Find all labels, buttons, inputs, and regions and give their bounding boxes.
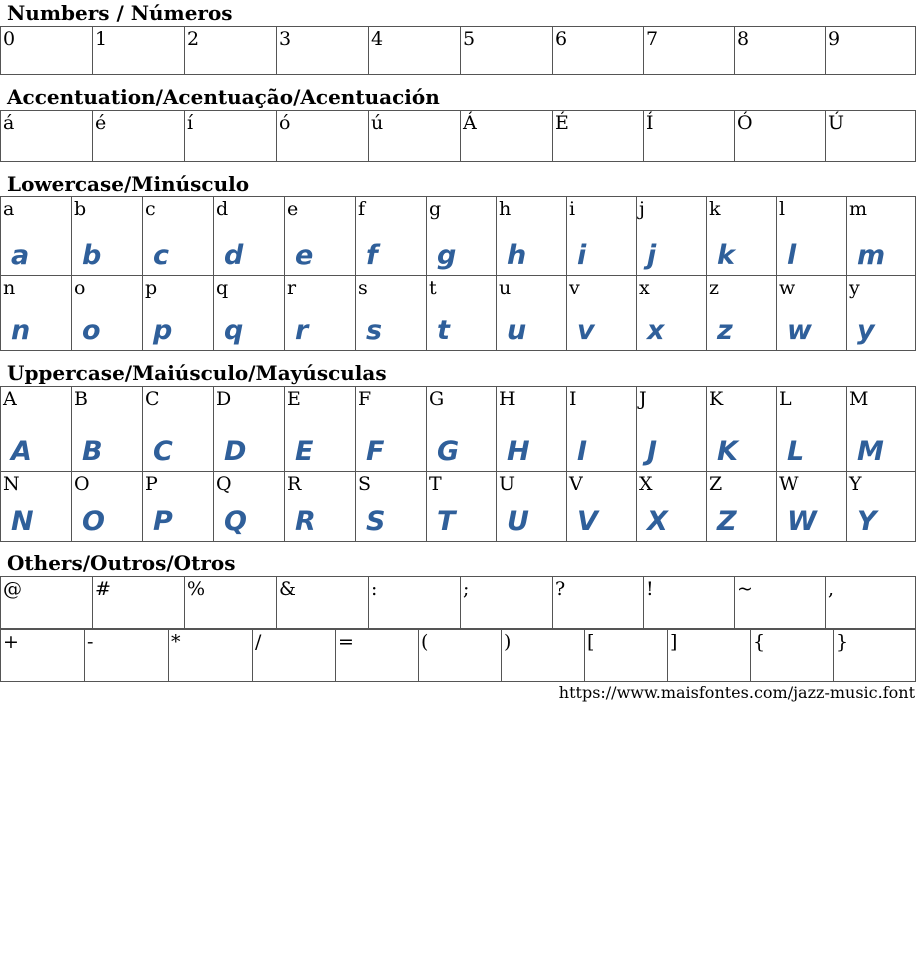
symbol-cell — [501, 629, 584, 682]
accent-cell — [734, 110, 825, 162]
number-label: 5 — [463, 28, 476, 50]
lowercase-cell — [355, 275, 426, 351]
number-label: 6 — [555, 28, 568, 50]
symbol-cell — [584, 629, 667, 682]
accent-cell — [92, 110, 184, 162]
lowercase-cell — [0, 275, 71, 351]
lowercase-cell — [213, 196, 284, 276]
uppercase-glyph-sample: I — [577, 436, 587, 467]
symbol-cell — [667, 629, 750, 682]
lowercase-cell — [496, 275, 566, 351]
uppercase-glyph-sample: N — [11, 506, 33, 537]
uppercase-cell — [776, 386, 846, 472]
lowercase-label: j — [639, 198, 645, 220]
symbol-label: * — [171, 631, 181, 653]
others-grid-row-2 — [0, 629, 916, 682]
lowercase-cell — [284, 196, 355, 276]
lowercase-cell — [71, 275, 142, 351]
accent-cell — [184, 110, 276, 162]
number-cell — [368, 26, 460, 75]
uppercase-label: T — [429, 473, 442, 495]
lowercase-cell — [776, 275, 846, 351]
number-cell — [643, 26, 734, 75]
lowercase-glyph-sample: c — [153, 240, 169, 271]
uppercase-cell — [706, 386, 776, 472]
lowercase-label: p — [145, 277, 158, 299]
symbol-cell — [0, 629, 84, 682]
number-cell — [0, 26, 92, 75]
accent-label: Í — [646, 112, 654, 134]
uppercase-label: F — [358, 388, 372, 410]
lowercase-label: l — [779, 198, 786, 220]
number-label: 3 — [279, 28, 292, 50]
lowercase-glyph-sample: o — [82, 315, 100, 346]
accent-cell — [368, 110, 460, 162]
section-title-numbers: Numbers / Números — [7, 1, 233, 25]
lowercase-label: c — [145, 198, 156, 220]
uppercase-cell — [496, 471, 566, 542]
uppercase-label: E — [287, 388, 301, 410]
number-label: 8 — [737, 28, 750, 50]
symbol-label: ) — [504, 631, 512, 653]
uppercase-label: U — [499, 473, 516, 495]
uppercase-glyph-sample: B — [82, 436, 102, 467]
uppercase-label: M — [849, 388, 869, 410]
symbol-label: [ — [587, 631, 595, 653]
number-label: 9 — [828, 28, 841, 50]
lowercase-label: z — [709, 277, 720, 299]
uppercase-label: A — [3, 388, 17, 410]
section-title-accentuation: Accentuation/Acentuação/Acentuación — [7, 85, 440, 109]
uppercase-label: W — [779, 473, 799, 495]
symbol-label: ~ — [737, 578, 753, 600]
lowercase-grid-row-1 — [0, 196, 916, 276]
lowercase-glyph-sample: g — [437, 240, 456, 271]
uppercase-cell — [496, 386, 566, 472]
uppercase-glyph-sample: C — [153, 436, 172, 467]
uppercase-glyph-sample: Z — [717, 506, 736, 537]
uppercase-glyph-sample: U — [507, 506, 528, 537]
symbol-label: / — [255, 631, 262, 653]
uppercase-cell — [426, 471, 496, 542]
uppercase-cell — [426, 386, 496, 472]
symbol-label: ? — [555, 578, 566, 600]
number-label: 2 — [187, 28, 200, 50]
symbol-cell — [184, 576, 276, 629]
number-cell — [734, 26, 825, 75]
uppercase-label: G — [429, 388, 445, 410]
section-title-others: Others/Outros/Otros — [7, 551, 236, 575]
symbol-label: , — [828, 578, 835, 600]
lowercase-cell — [142, 275, 213, 351]
uppercase-label: J — [639, 388, 647, 410]
lowercase-label: q — [216, 277, 229, 299]
lowercase-grid-row-2 — [0, 275, 916, 351]
lowercase-glyph-sample: j — [647, 240, 656, 271]
uppercase-cell — [776, 471, 846, 542]
uppercase-label: S — [358, 473, 372, 495]
uppercase-cell — [355, 471, 426, 542]
lowercase-glyph-sample: v — [577, 315, 594, 346]
lowercase-cell — [706, 275, 776, 351]
uppercase-glyph-sample: J — [647, 436, 657, 467]
symbol-label: ! — [646, 578, 654, 600]
lowercase-label: t — [429, 277, 437, 299]
uppercase-label: B — [74, 388, 88, 410]
uppercase-glyph-sample: P — [153, 506, 172, 537]
uppercase-label: R — [287, 473, 302, 495]
lowercase-glyph-sample: b — [82, 240, 101, 271]
symbol-label: ( — [421, 631, 429, 653]
lowercase-label: d — [216, 198, 229, 220]
uppercase-glyph-sample: D — [224, 436, 246, 467]
footer-url-link[interactable]: https://www.maisfontes.com/jazz-music.font — [558, 683, 915, 702]
lowercase-label: m — [849, 198, 868, 220]
uppercase-cell — [142, 471, 213, 542]
accent-label: ó — [279, 112, 291, 134]
lowercase-glyph-sample: z — [717, 315, 732, 346]
lowercase-glyph-sample: n — [11, 315, 30, 346]
uppercase-label: X — [639, 473, 653, 495]
number-cell — [276, 26, 368, 75]
lowercase-glyph-sample: r — [295, 315, 308, 346]
symbol-cell — [825, 576, 916, 629]
lowercase-label: h — [499, 198, 512, 220]
lowercase-label: s — [358, 277, 368, 299]
uppercase-label: D — [216, 388, 232, 410]
number-cell — [184, 26, 276, 75]
lowercase-label: u — [499, 277, 512, 299]
lowercase-cell — [636, 196, 706, 276]
lowercase-glyph-sample: k — [717, 240, 734, 271]
accent-cell — [825, 110, 916, 162]
number-label: 7 — [646, 28, 659, 50]
symbol-cell — [833, 629, 916, 682]
uppercase-cell — [213, 386, 284, 472]
uppercase-glyph-sample: M — [857, 436, 883, 467]
symbol-cell — [460, 576, 552, 629]
symbol-label: % — [187, 578, 206, 600]
uppercase-glyph-sample: G — [437, 436, 459, 467]
symbol-cell — [750, 629, 833, 682]
accent-cell — [460, 110, 552, 162]
lowercase-glyph-sample: f — [366, 240, 377, 271]
lowercase-label: g — [429, 198, 442, 220]
lowercase-cell — [776, 196, 846, 276]
uppercase-label: Z — [709, 473, 723, 495]
uppercase-label: P — [145, 473, 158, 495]
others-grid-row-1 — [0, 576, 916, 629]
number-label: 4 — [371, 28, 384, 50]
lowercase-label: x — [639, 277, 650, 299]
uppercase-glyph-sample: W — [787, 506, 816, 537]
uppercase-cell — [0, 386, 71, 472]
symbol-label: & — [279, 578, 296, 600]
lowercase-cell — [284, 275, 355, 351]
number-cell — [552, 26, 643, 75]
uppercase-cell — [355, 386, 426, 472]
lowercase-glyph-sample: t — [437, 315, 449, 346]
number-label: 1 — [95, 28, 108, 50]
uppercase-glyph-sample: L — [787, 436, 804, 467]
lowercase-cell — [0, 196, 71, 276]
lowercase-glyph-sample: p — [153, 315, 172, 346]
symbol-label: = — [338, 631, 354, 653]
symbol-cell — [168, 629, 252, 682]
lowercase-cell — [636, 275, 706, 351]
lowercase-label: i — [569, 198, 576, 220]
lowercase-glyph-sample: h — [507, 240, 526, 271]
lowercase-glyph-sample: w — [787, 315, 811, 346]
uppercase-cell — [706, 471, 776, 542]
numbers-grid — [0, 26, 916, 75]
lowercase-glyph-sample: d — [224, 240, 243, 271]
uppercase-glyph-sample: R — [295, 506, 315, 537]
accentuation-grid — [0, 110, 916, 162]
uppercase-cell — [566, 386, 636, 472]
lowercase-label: n — [3, 277, 16, 299]
uppercase-label: O — [74, 473, 90, 495]
uppercase-label: I — [569, 388, 577, 410]
uppercase-label: N — [3, 473, 20, 495]
lowercase-cell — [496, 196, 566, 276]
lowercase-label: k — [709, 198, 721, 220]
accent-cell — [643, 110, 734, 162]
symbol-label: + — [3, 631, 19, 653]
lowercase-cell — [706, 196, 776, 276]
lowercase-cell — [142, 196, 213, 276]
uppercase-cell — [284, 471, 355, 542]
uppercase-label: K — [709, 388, 724, 410]
uppercase-label: H — [499, 388, 516, 410]
lowercase-glyph-sample: l — [787, 240, 796, 271]
symbol-label: ; — [463, 578, 470, 600]
number-cell — [92, 26, 184, 75]
lowercase-label: o — [74, 277, 86, 299]
uppercase-glyph-sample: O — [82, 506, 104, 537]
uppercase-glyph-sample: H — [507, 436, 529, 467]
uppercase-glyph-sample: A — [11, 436, 31, 467]
symbol-cell — [0, 576, 92, 629]
symbol-label: } — [836, 631, 849, 653]
uppercase-cell — [0, 471, 71, 542]
lowercase-cell — [213, 275, 284, 351]
uppercase-glyph-sample: F — [366, 436, 384, 467]
accent-label: í — [187, 112, 194, 134]
symbol-label: { — [753, 631, 766, 653]
lowercase-glyph-sample: m — [857, 240, 885, 271]
lowercase-cell — [355, 196, 426, 276]
lowercase-glyph-sample: s — [366, 315, 382, 346]
symbol-cell — [252, 629, 335, 682]
symbol-cell — [368, 576, 460, 629]
lowercase-cell — [566, 196, 636, 276]
uppercase-cell — [566, 471, 636, 542]
lowercase-glyph-sample: y — [857, 315, 874, 346]
uppercase-cell — [71, 386, 142, 472]
uppercase-cell — [284, 386, 355, 472]
lowercase-label: r — [287, 277, 297, 299]
number-label: 0 — [3, 28, 16, 50]
accent-label: Ó — [737, 112, 753, 134]
uppercase-grid-row-2 — [0, 471, 916, 542]
number-cell — [460, 26, 552, 75]
lowercase-glyph-sample: i — [577, 240, 586, 271]
symbol-cell — [734, 576, 825, 629]
uppercase-cell — [636, 386, 706, 472]
uppercase-label: L — [779, 388, 792, 410]
uppercase-cell — [71, 471, 142, 542]
accent-label: É — [555, 112, 569, 134]
lowercase-cell — [846, 275, 916, 351]
uppercase-glyph-sample: X — [647, 506, 667, 537]
accent-cell — [276, 110, 368, 162]
symbol-cell — [335, 629, 418, 682]
lowercase-glyph-sample: a — [11, 240, 29, 271]
uppercase-glyph-sample: K — [717, 436, 737, 467]
uppercase-cell — [142, 386, 213, 472]
lowercase-label: e — [287, 198, 299, 220]
symbol-cell — [276, 576, 368, 629]
lowercase-cell — [566, 275, 636, 351]
uppercase-cell — [846, 471, 916, 542]
lowercase-label: v — [569, 277, 580, 299]
symbol-cell — [92, 576, 184, 629]
accent-cell — [0, 110, 92, 162]
symbol-cell — [418, 629, 501, 682]
symbol-label: : — [371, 578, 378, 600]
uppercase-glyph-sample: T — [437, 506, 455, 537]
lowercase-label: b — [74, 198, 87, 220]
accent-label: é — [95, 112, 107, 134]
uppercase-glyph-sample: S — [366, 506, 385, 537]
symbol-cell — [84, 629, 168, 682]
symbol-cell — [552, 576, 643, 629]
lowercase-label: y — [849, 277, 860, 299]
section-title-lowercase: Lowercase/Minúsculo — [7, 172, 250, 196]
uppercase-glyph-sample: Q — [224, 506, 246, 537]
lowercase-cell — [426, 275, 496, 351]
uppercase-label: V — [569, 473, 583, 495]
accent-label: Á — [463, 112, 477, 134]
uppercase-label: Q — [216, 473, 232, 495]
uppercase-label: Y — [849, 473, 862, 495]
lowercase-label: w — [779, 277, 796, 299]
uppercase-cell — [213, 471, 284, 542]
number-cell — [825, 26, 916, 75]
uppercase-label: C — [145, 388, 160, 410]
uppercase-grid-row-1 — [0, 386, 916, 472]
lowercase-cell — [846, 196, 916, 276]
symbol-cell — [643, 576, 734, 629]
symbol-label: # — [95, 578, 111, 600]
lowercase-label: f — [358, 198, 366, 220]
accent-label: ú — [371, 112, 384, 134]
symbol-label: ] — [670, 631, 678, 653]
uppercase-cell — [636, 471, 706, 542]
section-title-uppercase: Uppercase/Maiúsculo/Mayúsculas — [7, 361, 387, 385]
symbol-label: - — [87, 631, 94, 653]
symbol-label: @ — [3, 578, 22, 600]
accent-label: Ú — [828, 112, 845, 134]
accent-label: á — [3, 112, 15, 134]
lowercase-cell — [71, 196, 142, 276]
lowercase-glyph-sample: u — [507, 315, 526, 346]
lowercase-cell — [426, 196, 496, 276]
accent-cell — [552, 110, 643, 162]
uppercase-cell — [846, 386, 916, 472]
lowercase-glyph-sample: e — [295, 240, 313, 271]
lowercase-label: a — [3, 198, 15, 220]
uppercase-glyph-sample: Y — [857, 506, 876, 537]
uppercase-glyph-sample: V — [577, 506, 597, 537]
lowercase-glyph-sample: q — [224, 315, 243, 346]
uppercase-glyph-sample: E — [295, 436, 313, 467]
lowercase-glyph-sample: x — [647, 315, 664, 346]
